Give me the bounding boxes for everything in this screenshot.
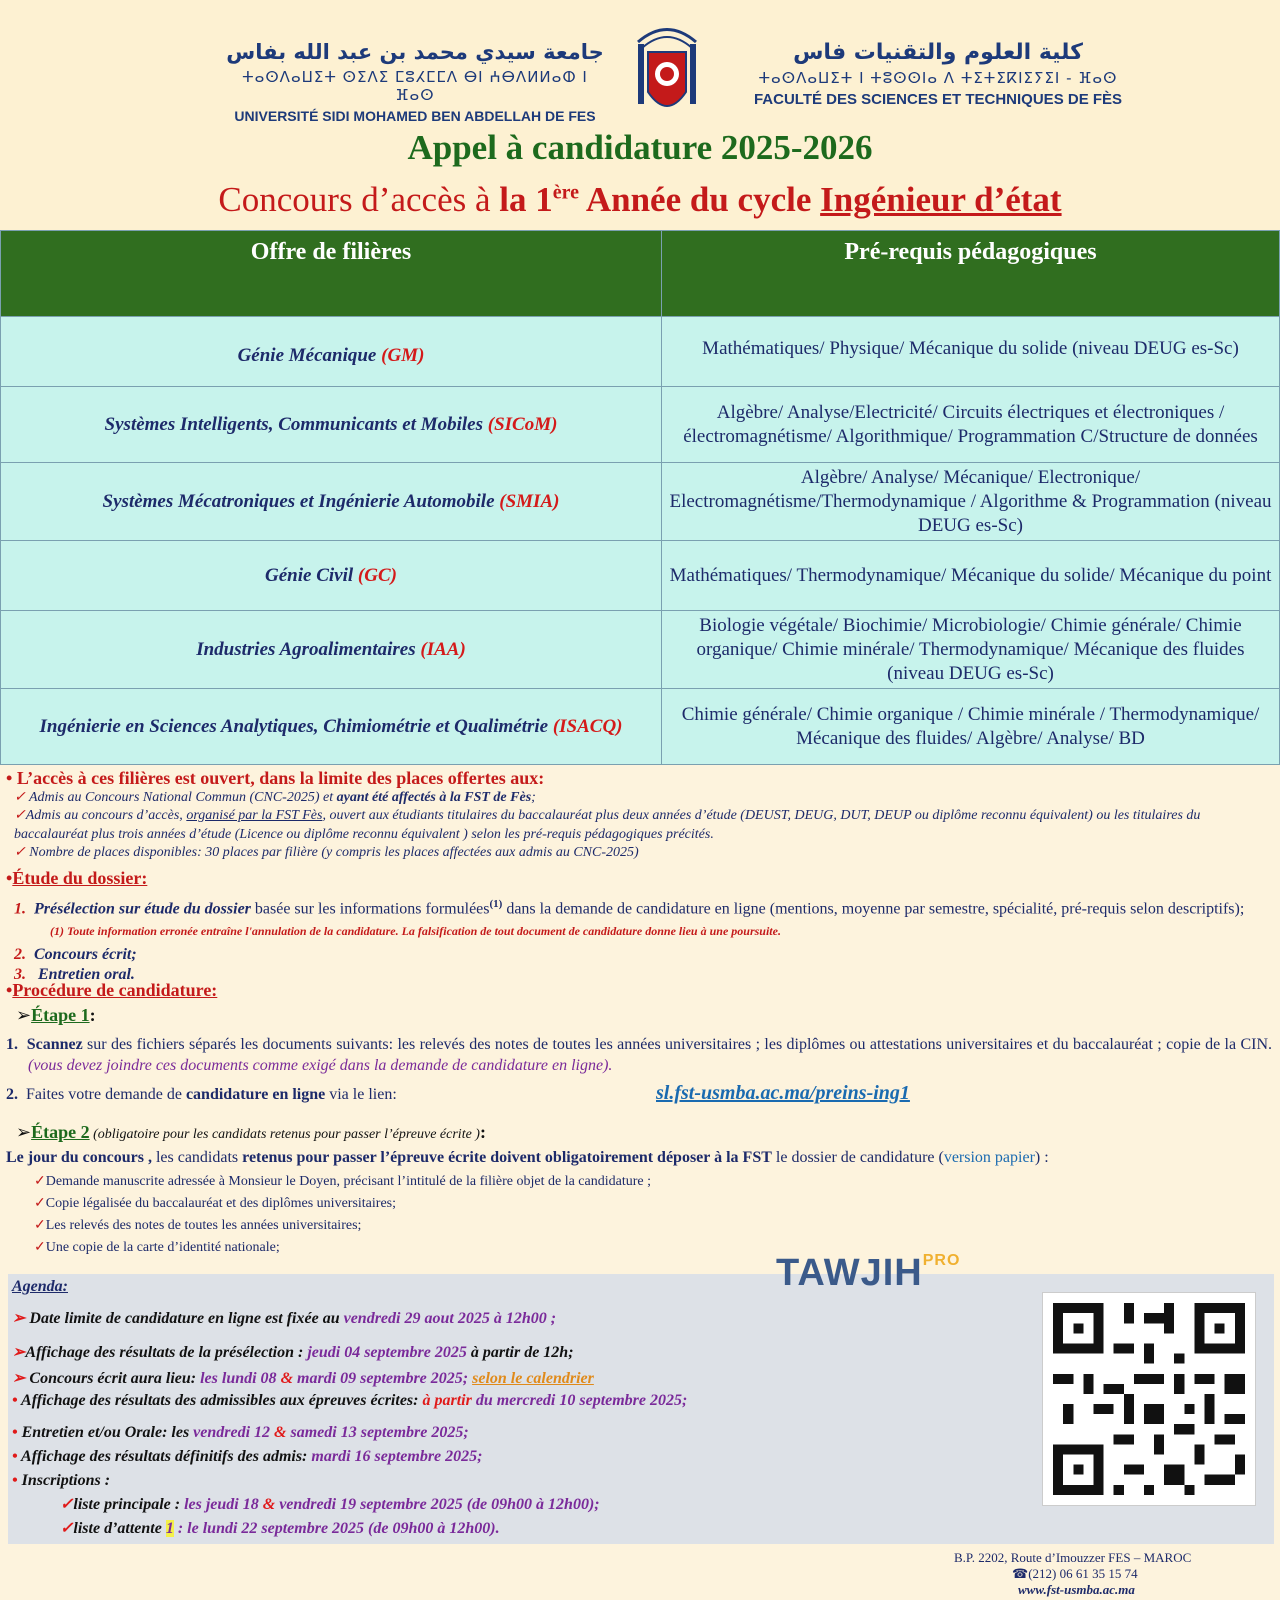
candidature-link[interactable]: sl.fst-usmba.ac.ma/preins-ing1 bbox=[656, 1082, 910, 1104]
fst-logo bbox=[728, 40, 1148, 108]
agenda-item: • Entretien et/ou Orale: les vendredi 12 & samedi 13 septembre 2025; bbox=[12, 1424, 469, 1441]
footer bbox=[900, 1550, 1280, 1598]
agenda-item: ➢Affichage des résultats de la présélection : jeudi 04 septembre 2025 à partir de 12h; bbox=[12, 1344, 574, 1361]
filiere-name: Génie Mécanique (GM) bbox=[1, 317, 662, 387]
footer-website[interactable]: www.fst-usmba.ac.ma bbox=[1018, 1582, 1135, 1597]
page-title: Appel à candidature 2025-2026 bbox=[407, 128, 873, 167]
agenda-item: • Inscriptions : bbox=[12, 1472, 111, 1489]
access-condition: ✓ Nombre de places disponibles: 30 places par filière (y compris les places affectées aux admis au CNC-2025) bbox=[14, 845, 639, 860]
agenda-item: • Affichage des résultats définitifs des admis: mardi 16 septembre 2025; bbox=[12, 1448, 483, 1465]
dossier-step: 1. Présélection sur étude du dossier basée sur les informations formulées$^{(1)}$ dans la demande de candidature en ligne (mentions, moyenne par semestre, spécialité, pré-requis selon descriptifs); (1) Toute information erronée entraîne l'annulation de la candidature. La falsification de tout document de candidature donne lieu à une poursuite. bbox=[14, 898, 1245, 939]
filiere-prereq: Chimie générale/ Chimie organique / Chimie minérale / Thermodynamique/ Mécanique des fluides/ Algèbre/ Analyse/ BD bbox=[662, 689, 1280, 765]
access-heading: L’accès à ces filières est ouvert, dans la limite des places offertes aux: bbox=[16, 768, 545, 788]
page-subtitle: Concours d’accès à la 1ère Année du cycle Ingénieur d’état bbox=[218, 180, 1062, 219]
table-row bbox=[1, 387, 1280, 463]
table-row bbox=[1, 541, 1280, 611]
header bbox=[0, 0, 1280, 230]
agenda-item: • Affichage des résultats des admissibles aux épreuves écrites: à partir du mercredi 10 septembre 2025; bbox=[12, 1392, 688, 1409]
column-header-prerequis: Pré-requis pédagogiques bbox=[662, 231, 1280, 317]
fst-tifinagh: ⵜⴰⵙⴷⴰⵡⵉⵜ ⵏ ⵜⵓⵙⵙⵏⴰ ⴷ ⵜⵉⵜⵉⴽⵏⵉⵢⵉⵏ - ⴼⴰⵙ bbox=[758, 69, 1118, 87]
access-condition: ✓Admis au concours d’accès, organisé par la FST Fès, ouvert aux étudiants titulaires du baccalauréat plus deux années d’étude (DEUST, DEUG, DUT, DEUP ou diplôme reconnu équivalent) ou les titulaires du baccalauréat plus trois années d’étude (Licence ou diplôme reconnu équivalent ) selon les pré-requis pédagogiques précités. bbox=[14, 808, 1201, 842]
filiere-prereq: Algèbre/ Analyse/ Mécanique/ Electronique/ Electromagnétisme/Thermodynamique / Algorithme & Programmation (niveau DEUG es-Sc) bbox=[662, 463, 1280, 541]
usmba-french: UNIVERSITÉ SIDI MOHAMED BEN ABDELLAH DE FES bbox=[234, 108, 596, 124]
agenda-item: ✓liste d’attente 1 : le lundi 22 septembre 2025 (de 09h00 à 12h00). bbox=[60, 1520, 500, 1537]
dossier-note: (1) Toute information erronée entraîne l'annulation de la candidature. La falsification de tout document de candidature donne lieu à une poursuite. bbox=[50, 924, 781, 939]
table-header bbox=[1, 231, 1280, 317]
fst-arabic: كلية العلوم والتقنيات فاس bbox=[793, 40, 1083, 65]
list-item: ✓Copie légalisée du baccalauréat et des diplômes universitaires; bbox=[34, 1196, 396, 1211]
footer-address: B.P. 2202, Route d’Imouzzer FES – MAROC bbox=[954, 1550, 1192, 1565]
filiere-name: Ingénierie en Sciences Analytiques, Chimiométrie et Qualimétrie (ISACQ) bbox=[1, 689, 662, 765]
agenda-item: ➢ Date limite de candidature en ligne est fixée au vendredi 29 aout 2025 à 12h00 ; bbox=[12, 1310, 557, 1327]
dossier-heading: Étude du dossier: bbox=[12, 868, 148, 888]
fst-french: FACULTÉ DES SCIENCES ET TECHNIQUES DE FÈS bbox=[753, 91, 1123, 108]
table-row bbox=[1, 611, 1280, 689]
usmba-tifinagh: ⵜⴰⵙⴷⴰⵡⵉⵜ ⵙⵉⴷⵉ ⵎⵓⵃⵎⵎⴷ ⴱⵏ ⵄⴱⴷⵍⵍⴰⵀ ⵏ ⴼⴰⵙ bbox=[242, 68, 588, 104]
footer-phone: ☎(212) 06 61 35 15 74 bbox=[1012, 1566, 1138, 1581]
procedure-step: 1. Scannez sur des fichiers séparés les documents suivants: les relevés des notes de toutes les années universitaires ; les diplômes ou attestations universitaires et du baccalauréat ; copie de la CIN. (vous devez joindre ces documents comme exigé dans la demande de candidature en ligne). bbox=[6, 1036, 1273, 1074]
access-section: • L’accès à ces filières est ouvert, dans la limite des places offertes aux: ✓ Admis au Concours National Commun (CNC-2025) et ayant été affectés à la FST de Fès; ✓Admis au concours d’accès, organisé par la FST Fès, ouvert aux étudiants titulaires du baccalauréat plus deux années d’étude (DEUST, DEUG, DUT, DEUP ou diplôme reconnu équivalent) ou les titulaires du baccalauréat plus trois années d’étude (Licence ou diplôme reconnu équivalent ) selon les pré-requis pédagogiques précités. ✓ Nombre de places disponibles: 30 places par filière (y compris les places affectées aux admis au CNC-2025) bbox=[6, 768, 1272, 861]
filiere-prereq: Biologie végétale/ Biochimie/ Microbiologie/ Chimie générale/ Chimie organique/ Chimie minérale/ Thermodynamique/ Mécanique des fluides (niveau DEUG es-Sc) bbox=[662, 611, 1280, 689]
dossier-step: 3. Entretien oral. bbox=[14, 966, 135, 984]
filiere-prereq: Mathématiques/ Physique/ Mécanique du solide (niveau DEUG es-Sc) bbox=[662, 317, 1280, 387]
access-condition: ✓ Admis au Concours National Commun (CNC-2025) et ayant été affectés à la FST de Fès; bbox=[14, 790, 536, 805]
procedure-step: 2. Faites votre demande de candidature en ligne via le lien: sl.fst-usmba.ac.ma/preins-ing1 bbox=[6, 1082, 910, 1104]
table-row bbox=[1, 689, 1280, 765]
column-header-filieres: Offre de filières bbox=[1, 231, 662, 317]
filiere-prereq: Algèbre/ Analyse/Electricité/ Circuits électriques et électroniques / électromagnétisme/ Algorithmique/ Programmation C/Structure de données bbox=[662, 387, 1280, 463]
table-row bbox=[1, 317, 1280, 387]
agenda-item: ➢ Concours écrit aura lieu: les lundi 08 & mardi 09 septembre 2025; selon le calendrier bbox=[12, 1370, 594, 1387]
dossier-section: •Étude du dossier: 1. Présélection sur étude du dossier basée sur les informations formulées$^{(1)}$ dans la demande de candidature en ligne (mentions, moyenne par semestre, spécialité, pré-requis selon descriptifs); (1) Toute information erronée entraîne l'annulation de la candidature. La falsification de tout document de candidature donne lieu à une poursuite. 2. Concours écrit; 3. Entretien oral. bbox=[6, 868, 1272, 984]
agenda-title: Agenda: bbox=[12, 1278, 68, 1295]
etape1-heading: Étape 1 bbox=[31, 1005, 90, 1025]
documents-list bbox=[6, 1171, 1272, 1259]
filiere-name: Industries Agroalimentaires (IAA) bbox=[1, 611, 662, 689]
procedure-heading: Procédure de candidature: bbox=[12, 980, 218, 1000]
list-item: ✓Demande manuscrite adressée à Monsieur le Doyen, précisant l’intitulé de la filière objet de la candidature ; bbox=[34, 1174, 651, 1189]
offers-table bbox=[0, 230, 1280, 765]
emblem-icon bbox=[628, 22, 706, 122]
list-item: ✓Les relevés des notes de toutes les années universitaires; bbox=[34, 1218, 362, 1233]
table-row bbox=[1, 463, 1280, 541]
dossier-step: 2. Concours écrit; bbox=[14, 946, 137, 964]
filiere-name: Génie Civil (GC) bbox=[1, 541, 662, 611]
filiere-prereq: Mathématiques/ Thermodynamique/ Mécanique du solide/ Mécanique du point bbox=[662, 541, 1280, 611]
agenda-item: ✓liste principale : les jeudi 18 & vendredi 19 septembre 2025 (de 09h00 à 12h00); bbox=[60, 1496, 600, 1513]
usmba-logo bbox=[220, 40, 610, 124]
tawjih-watermark: $TAWJIH^{PRO}$ bbox=[776, 1252, 961, 1294]
usmba-arabic: جامعة سيدي محمد بن عبد الله بفاس bbox=[226, 40, 604, 64]
procedure-section: •Procédure de candidature: ➢Étape 1: 1. Scannez sur des fichiers séparés les documents suivants: les relevés des notes de toutes les années universitaires ; les diplômes ou attestations universitaires et du baccalauréat ; copie de la CIN. (vous devez joindre ces documents comme exigé dans la demande de candidature en ligne). 2. Faites votre demande de candidature en ligne via le lien: sl.fst-usmba.ac.ma/preins-ing1 ➢Étape 2 (obligatoire pour les candidats retenus pour passer l’épreuve écrite ): Le jour du concours , les candidats retenus pour passer l’épreuve écrite doivent obligatoirement déposer à la FST le dossier de candidature (version papier) : ✓Demande manuscrite adressée à Monsieur le Doyen, précisant l’intitulé de la filière objet de la candidature ; ✓Copie légalisée du baccalauréat et des diplômes universitaires; ✓Les relevés des notes de toutes les années universitaires; ✓Une copie de la carte d’identité nationale; bbox=[6, 980, 1272, 1259]
filiere-name: Systèmes Intelligents, Communicants et Mobiles (SICoM) bbox=[1, 387, 662, 463]
etape2-heading: Étape 2 bbox=[31, 1122, 90, 1142]
list-item: ✓Une copie de la carte d’identité nationale; bbox=[34, 1240, 280, 1255]
filiere-name: Systèmes Mécatroniques et Ingénierie Automobile (SMIA) bbox=[1, 463, 662, 541]
qr-code-icon bbox=[1042, 1292, 1256, 1506]
jour-concours: Le jour du concours , les candidats retenus pour passer l’épreuve écrite doivent obligatoirement déposer à la FST le dossier de candidature (version papier) : bbox=[6, 1149, 1049, 1166]
